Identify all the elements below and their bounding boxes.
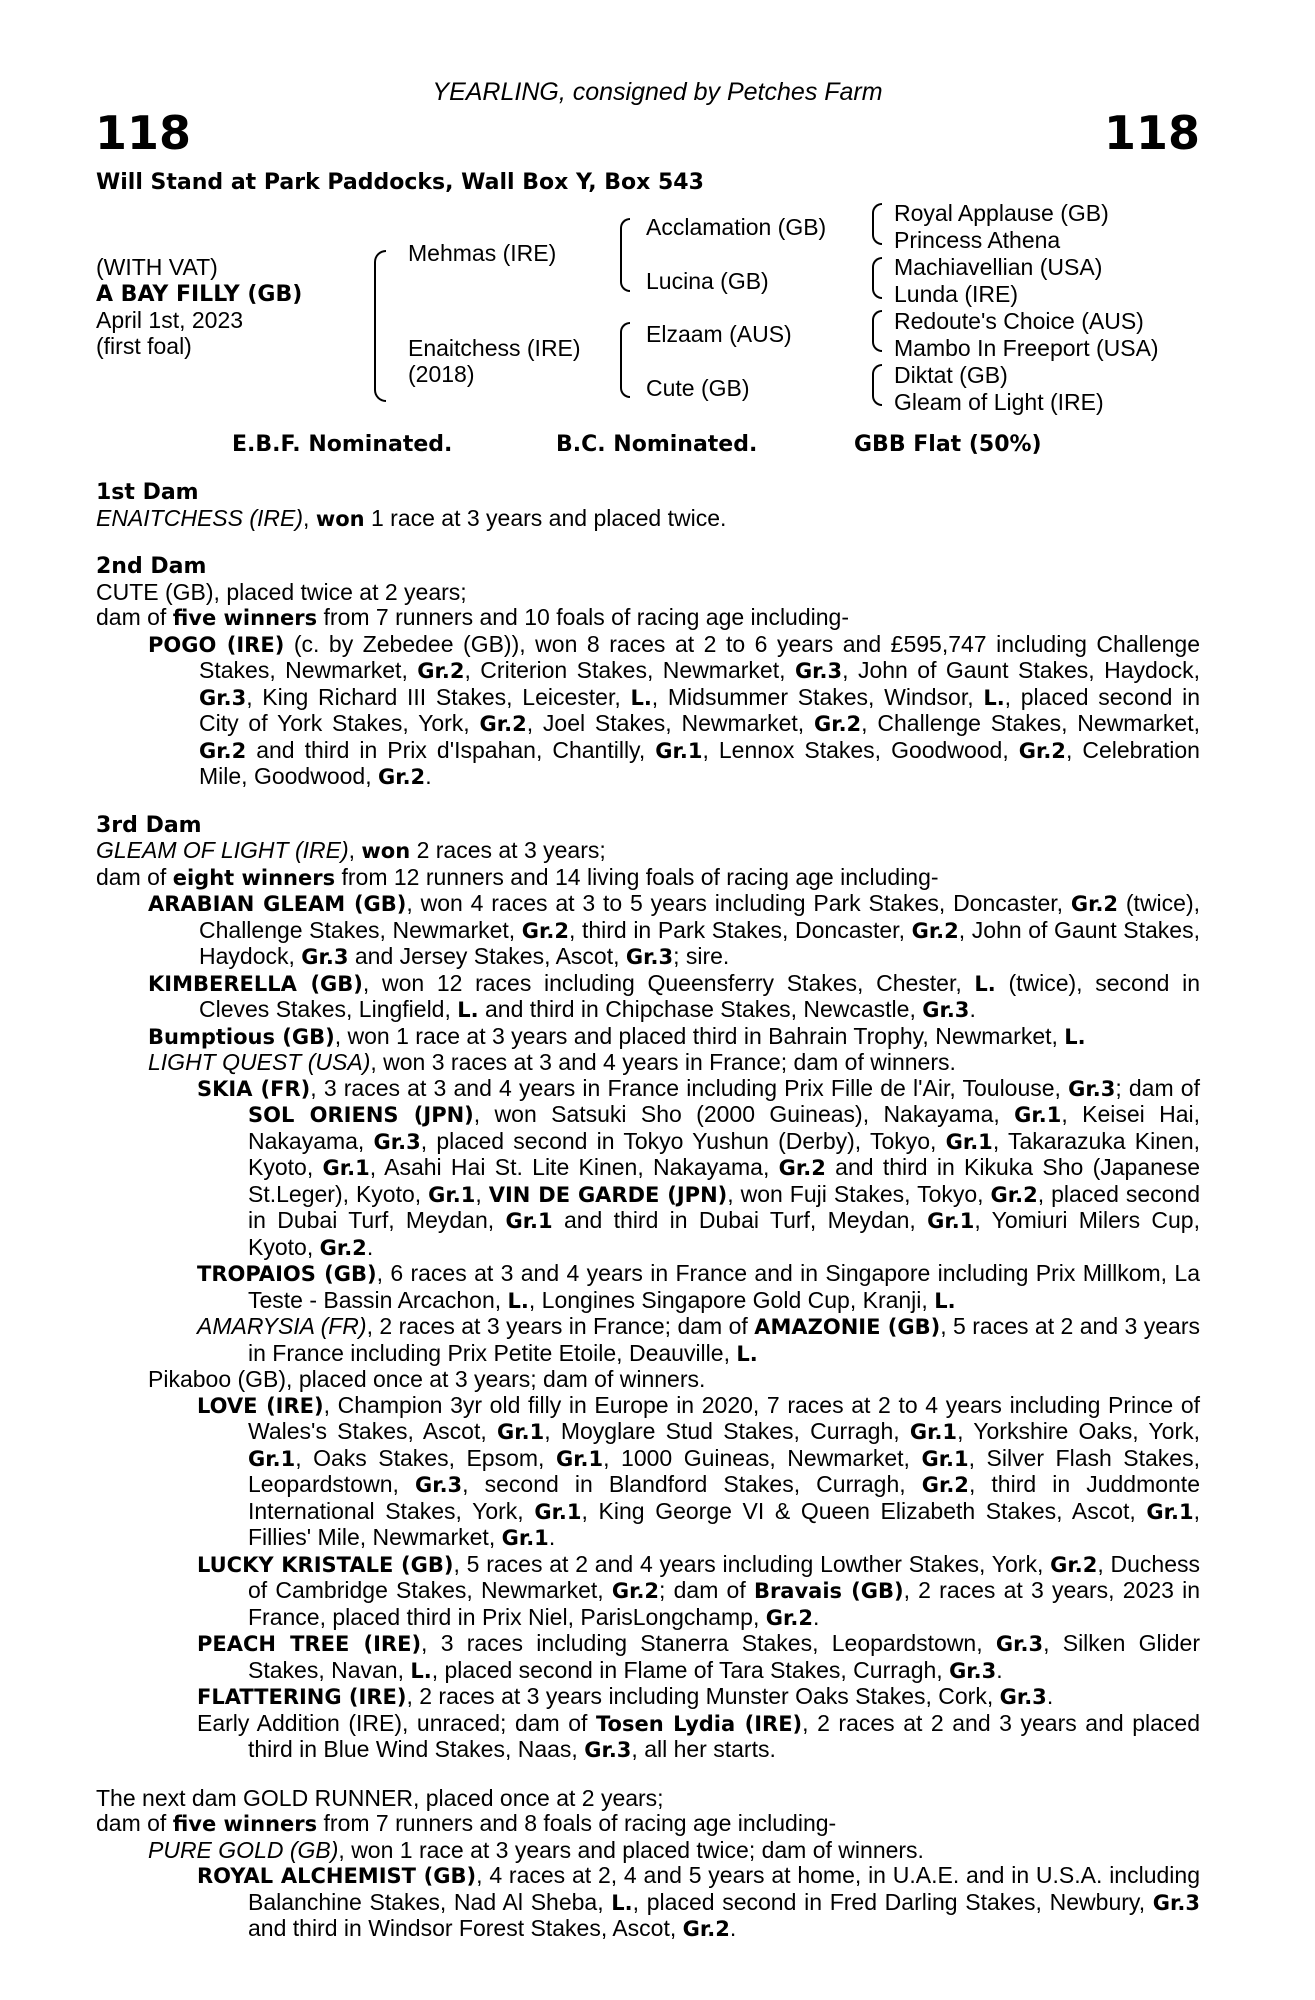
foal-note: (first foal)	[96, 333, 192, 359]
vat-note: (WITH VAT)	[96, 254, 218, 280]
produce-entry: PURE GOLD (GB), won 1 race at 3 years and placed twice; dam of winners.	[148, 1836, 924, 1863]
horse-name: A BAY FILLY (GB)	[96, 282, 303, 307]
dam-sire: Elzaam (AUS)	[646, 321, 792, 347]
g3-7: Diktat (GB)	[894, 362, 1008, 388]
brace-3d	[872, 364, 882, 406]
produce-entry: PEACH TREE (IRE), 3 races including Stanerra Stakes, Leopardstown, Gr.3, Silken Glider Stakes, Navan, L., placed second in Flame of Tara Stakes, Curragh, Gr.3.	[197, 1630, 1200, 1683]
first-dam-heading: 1st Dam	[96, 480, 199, 505]
stand-location: Will Stand at Park Paddocks, Wall Box Y, Box 543	[96, 170, 704, 195]
ebf-nomination: E.B.F. Nominated.	[232, 432, 453, 457]
produce-entry: Bumptious (GB), won 1 race at 3 years and placed third in Bahrain Trophy, Newmarket, L.	[148, 1022, 1086, 1049]
brace-2b	[620, 322, 630, 398]
g3-5: Redoute's Choice (AUS)	[894, 308, 1144, 334]
produce-entry: Pikaboo (GB), placed once at 3 years; dam of winners.	[148, 1366, 706, 1392]
brace-3c	[872, 310, 882, 352]
produce-entry: Early Addition (IRE), unraced; dam of Tosen Lydia (IRE), 2 races at 2 and 3 years and placed third in Blue Wind Stakes, Naas, Gr.3, all her starts.	[197, 1709, 1200, 1762]
produce-entry: LIGHT QUEST (USA), won 3 races at 3 and 4 years in France; dam of winners.	[148, 1049, 956, 1075]
brace-3a	[872, 203, 882, 245]
g3-2: Princess Athena	[894, 227, 1061, 253]
produce-entry: ARABIAN GLEAM (GB), won 4 races at 3 to 5 years including Park Stakes, Doncaster, Gr.2 (twice), Challenge Stakes, Newmarket, Gr.2, third in Park Stakes, Doncaster, Gr.2, John of Gaunt Stakes, Haydock, Gr.3 and Jersey Stakes, Ascot, Gr.3; sire.	[148, 890, 1201, 969]
produce-entry: AMARYSIA (FR), 2 races at 3 years in France; dam of AMAZONIE (GB), 5 races at 2 and 3 years in France including Prix Petite Etoile, Deauville, L.	[197, 1313, 1200, 1366]
second-dam-heading: 2nd Dam	[96, 554, 207, 579]
lot-number-right: 118	[1103, 106, 1200, 160]
gbb-nomination: GBB Flat (50%)	[854, 432, 1042, 457]
third-dam-line1: GLEAM OF LIGHT (IRE), won 2 races at 3 years;	[96, 837, 606, 863]
bc-nomination: B.C. Nominated.	[556, 432, 758, 457]
produce-entry: LUCKY KRISTALE (GB), 5 races at 2 and 4 years including Lowther Stakes, York, Gr.2, Duchess of Cambridge Stakes, Newmarket, Gr.2; dam of Bravais (GB), 2 races at 3 years, 2023 in France, placed third in Prix Niel, ParisLongchamp, Gr.2.	[197, 1550, 1201, 1630]
produce-entry: TROPAIOS (GB), 6 races at 3 and 4 years in France and in Singapore including Prix Millkom, La Teste - Bassin Arcachon, L., Longines Singapore Gold Cup, Kranji, L.	[197, 1260, 1200, 1313]
next-dam-line1: The next dam GOLD RUNNER, placed once at 2 years;	[96, 1784, 664, 1811]
brace-3b	[872, 257, 882, 299]
produce-entry: ROYAL ALCHEMIST (GB), 4 races at 2, 4 and 5 years at home, in U.A.E. and in U.S.A. including Balanchine Stakes, Nad Al Sheba, L., placed second in Fred Darling Stakes, Newbury, Gr.3 and third in Windsor Forest Stakes, Ascot, Gr.2.	[197, 1862, 1200, 1941]
brace-2a	[620, 218, 630, 292]
catalogue-body	[96, 480, 1200, 1943]
g3-4: Lunda (IRE)	[894, 281, 1019, 307]
sire-sire: Acclamation (GB)	[646, 214, 827, 240]
produce-entry: POGO (IRE) (c. by Zebedee (GB)), won 8 races at 2 to 6 years and £595,747 including Challenge Stakes, Newmarket, Gr.2, Criterion Stakes, Newmarket, Gr.3, John of Gaunt Stakes, Haydock, Gr.3, King Richard III Stakes, Leicester, L., Midsummer Stakes, Windsor, L., placed second in City of York Stakes, York, Gr.2, Joel Stakes, Newmarket, Gr.2, Challenge Stakes, Newmarket, Gr.2 and third in Prix d'Ispahan, Chantilly, Gr.1, Lennox Stakes, Goodwood, Gr.2, Celebration Mile, Goodwood, Gr.2.	[148, 630, 1201, 789]
produce-entry: FLATTERING (IRE), 2 races at 3 years including Munster Oaks Stakes, Cork, Gr.3.	[197, 1683, 1054, 1709]
produce-entry: LOVE (IRE), Champion 3yr old filly in Europe in 2020, 7 races at 2 to 4 years including Prince of Wales's Stakes, Ascot, Gr.1, Moyglare Stud Stakes, Curragh, Gr.1, Yorkshire Oaks, York, Gr.1, Oaks Stakes, Epsom, Gr.1, 1000 Guineas, Newmarket, Gr.1, Silver Flash Stakes, Leopardstown, Gr.3, second in Blandford Stakes, Curragh, Gr.2, third in Juddmonte International Stakes, York, Gr.1, King George VI & Queen Elizabeth Stakes, Ascot, Gr.1, Fillies' Mile, Newmarket, Gr.1.	[197, 1391, 1200, 1550]
dam-year: (2018)	[408, 361, 475, 387]
third-dam-line2: dam of eight winners from 12 runners and 14 living foals of racing age including-	[96, 863, 939, 890]
next-dam-line2: dam of five winners from 7 runners and 8 foals of racing age including-	[96, 1810, 837, 1836]
lot-number-left: 118	[95, 106, 192, 160]
first-dam-line: ENAITCHESS (IRE), won 1 race at 3 years and placed twice.	[96, 504, 727, 531]
second-dam-line1: CUTE (GB), placed twice at 2 years;	[96, 578, 467, 605]
produce-entry: SKIA (FR), 3 races at 3 and 4 years in France including Prix Fille de l'Air, Toulouse, Gr.3; dam of SOL ORIENS (JPN), won Satsuki Sho (2000 Guineas), Nakayama, Gr.1, Keisei Hai, Nakayama, Gr.3, placed second in Tokyo Yushun (Derby), Tokyo, Gr.1, Takarazuka Kinen, Kyoto, Gr.1, Asahi Hai St. Lite Kinen, Nakayama, Gr.2 and third in Kikuka Sho (Japanese St.Leger), Kyoto, Gr.1, VIN DE GARDE (JPN), won Fuji Stakes, Tokyo, Gr.2, placed second in Dubai Turf, Meydan, Gr.1 and third in Dubai Turf, Meydan, Gr.1, Yomiuri Milers Cup, Kyoto, Gr.2.	[197, 1074, 1201, 1260]
g3-8: Gleam of Light (IRE)	[894, 389, 1104, 415]
brace-1	[374, 250, 386, 402]
g3-6: Mambo In Freeport (USA)	[894, 335, 1159, 361]
produce-entry: KIMBERELLA (GB), won 12 races including Queensferry Stakes, Chester, L. (twice), second in Cleves Stakes, Lingfield, L. and third in Chipchase Stakes, Newcastle, Gr.3.	[148, 969, 1200, 1022]
foaling-date: April 1st, 2023	[96, 307, 244, 333]
third-dam-heading: 3rd Dam	[96, 812, 202, 838]
g3-3: Machiavellian (USA)	[894, 254, 1103, 280]
sire: Mehmas (IRE)	[408, 240, 557, 266]
second-dam-line2: dam of five winners from 7 runners and 10 foals of racing age including-	[96, 604, 849, 630]
dam-dam: Cute (GB)	[646, 375, 750, 401]
g3-1: Royal Applause (GB)	[894, 200, 1109, 226]
dam: Enaitchess (IRE)	[408, 335, 581, 361]
sire-dam: Lucina (GB)	[646, 268, 769, 294]
consignment-line: YEARLING, consigned by Petches Farm	[432, 78, 883, 106]
